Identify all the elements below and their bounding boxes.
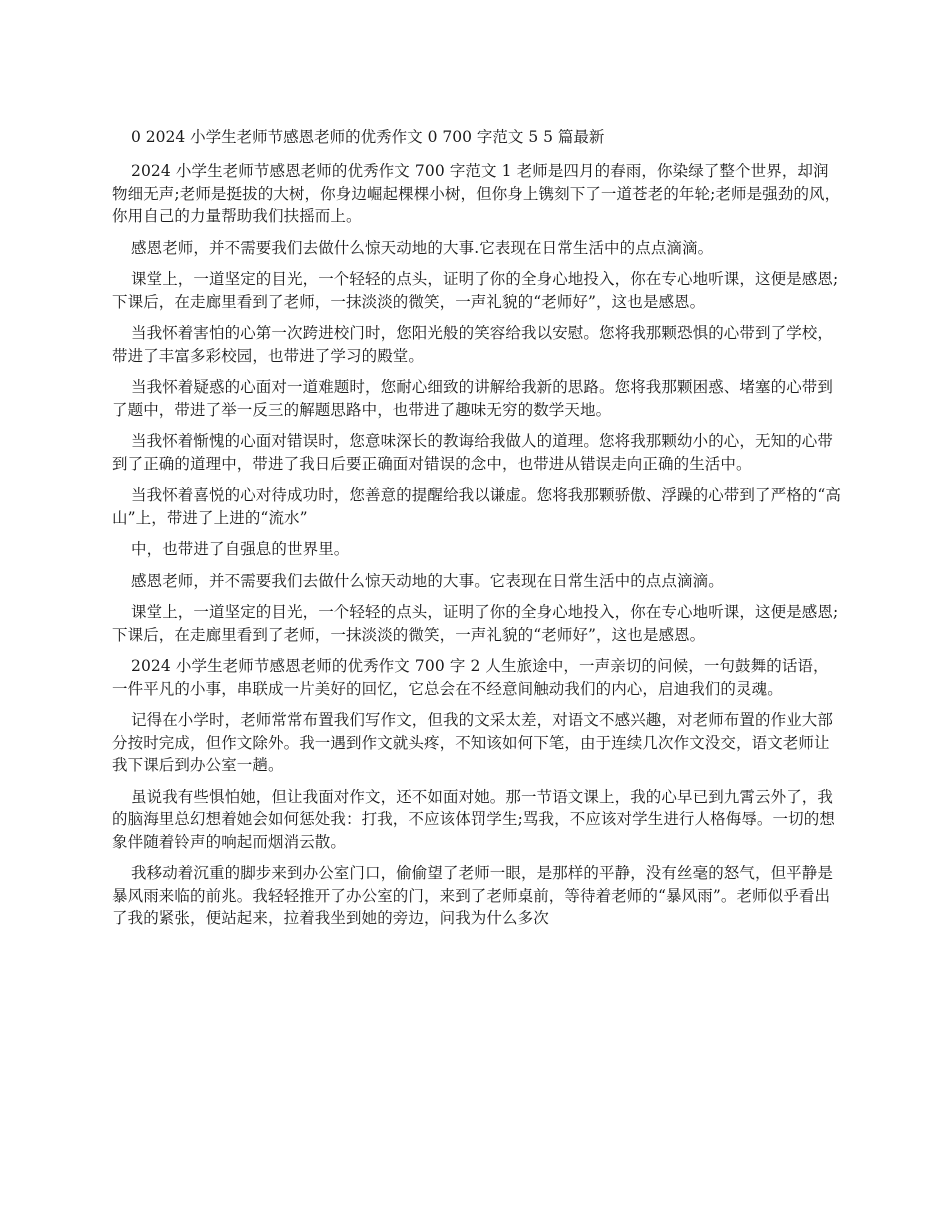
paragraph-9: 感恩老师，并不需要我们去做什么惊天动地的大事。它表现在日常生活中的点点滴滴。 (131, 571, 724, 590)
paragraph-2: 感恩老师，并不需要我们去做什么惊天动地的大事.它表现在日常生活中的点点滴滴。 (131, 238, 714, 257)
paragraph-4: 当我怀着害怕的心第一次跨进校门时，您阳光般的笑容给我以安慰。您将我那颗恐惧的心带到了学校，带进了丰富多彩校园，也带进了学习的殿堂。 (112, 324, 834, 365)
paragraph-10: 课堂上，一道坚定的目光，一个轻轻的点头，证明了你的全身心地投入，你在专心地听课，这便是感恩;下课后，在走廊里看到了老师，一抹淡淡的微笑，一声礼貌的“老师好”，这也是感恩。 (112, 603, 839, 644)
document-title: 0 2024 小学生老师节感恩老师的优秀作文 0 700 字范文 5 5 篇最新 (131, 128, 605, 146)
paragraph-5: 当我怀着疑惑的心面对一道难题时，您耐心细致的讲解给我新的思路。您将我那颗困惑、堵塞的心带到了题中，带进了举一反三的解题思路中，也带进了趣味无穷的数学天地。 (112, 378, 834, 419)
paragraph-12: 记得在小学时，老师常常布置我们写作文，但我的文采太差，对语文不感兴趣，对老师布置的作业大部分按时完成，但作文除外。我一遇到作文就头疼，不知该如何下笔，由于连续几次作文没交，语文老师让我下课后到办公室一趟。 (112, 711, 834, 774)
paragraph-13: 虽说我有些惧怕她，但让我面对作文，还不如面对她。那一节语文课上，我的心早已到九霄云外了，我的脑海里总幻想着她会如何惩处我：打我，不应该体罚学生;骂我，不应该对学生进行人格侮辱。一切的想象伴随着铃声的响起而烟消云散。 (112, 787, 835, 851)
paragraph-1: 2024 小学生老师节感恩老师的优秀作文 700 字范文 1 老师是四月的春雨，你染绿了整个世界，却润物细无声;老师是挺拔的大树，你身边崛起棵棵小树，但你身上镌刻下了一道苍老的年轮;老师是强劲的风，你用自己的力量帮助我们扶摇而上。 (112, 162, 841, 225)
paragraph-7: 当我怀着喜悦的心对待成功时，您善意的提醒给我以谦虚。您将我那颗骄傲、浮躁的心带到了严格的“高山”上，带进了上进的“流水” (112, 486, 842, 527)
paragraph-6: 当我怀着惭愧的心面对错误时，您意味深长的教诲给我做人的道理。您将我那颗幼小的心，无知的心带到了正确的道理中，带进了我日后要正确面对错误的念中，也带进从错误走向正确的生活中。 (112, 432, 834, 473)
document-body (112, 160, 844, 939)
paragraph-8: 中，也带进了自强息的世界里。 (131, 540, 350, 558)
paragraph-3: 课堂上，一道坚定的目光，一个轻轻的点头，证明了你的全身心地投入，你在专心地听课，这便是感恩;下课后，在走廊里看到了老师，一抹淡淡的微笑，一声礼貌的“老师好”，这也是感恩。 (112, 270, 839, 311)
paragraph-14: 我移动着沉重的脚步来到办公室门口，偷偷望了老师一眼，是那样的平静，没有丝毫的怒气，但平静是暴风雨来临的前兆。我轻轻推开了办公室的门，来到了老师桌前，等待着老师的“暴风雨”。老师似乎看出了我的紧张，便站起来，拉着我坐到她的旁边，问我为什么多次 (112, 864, 834, 927)
paragraph-11: 2024 小学生老师节感恩老师的优秀作文 700 字 2 人生旅途中，一声亲切的问候，一句鼓舞的话语，一件平凡的小事，串联成一片美好的回忆，它总会在不经意间触动我们的内心，启迪我们的灵魂。 (112, 657, 829, 698)
